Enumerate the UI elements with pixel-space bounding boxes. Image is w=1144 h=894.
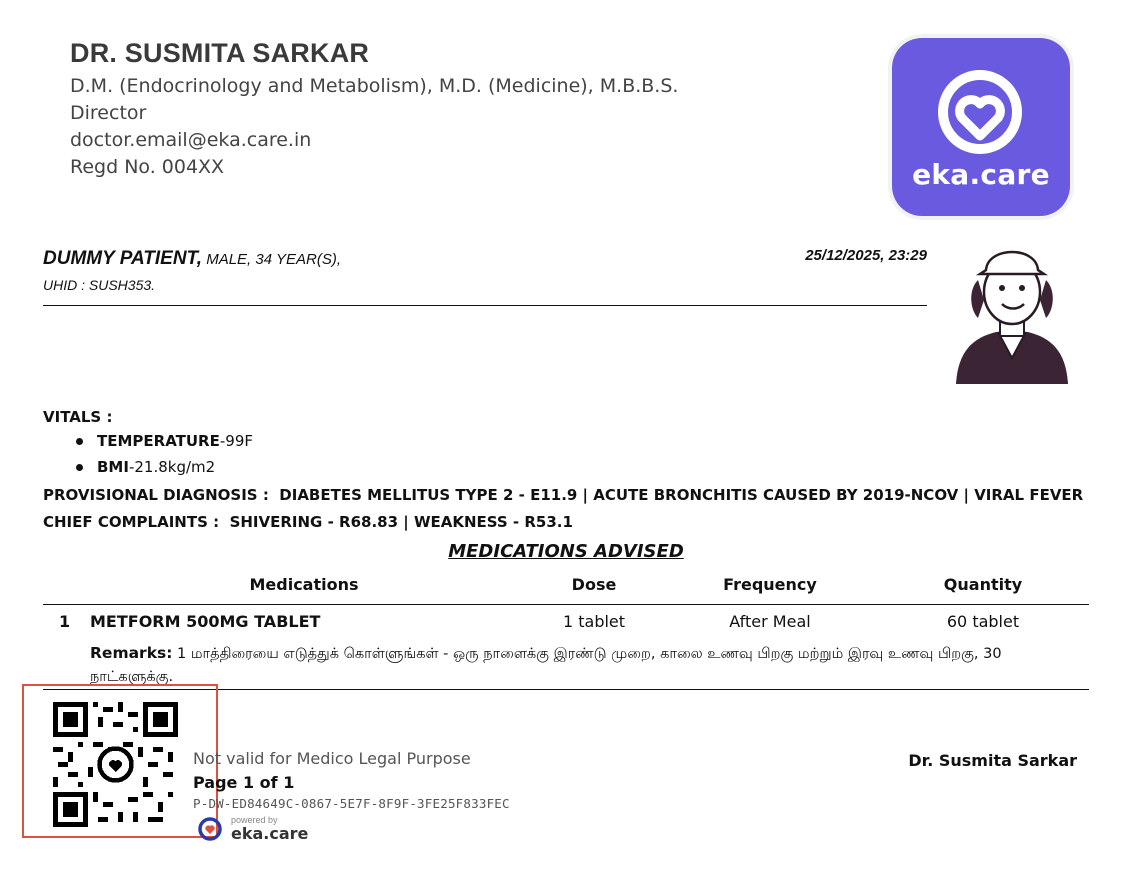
bullet [76,464,83,471]
eka-care-logo [892,38,1070,216]
vital-value: -21.8kg/m2 [128,458,216,476]
med-quantity: 60 tablet [946,612,1020,631]
powered-by-label: powered by [231,815,278,825]
qr-code[interactable] [53,702,178,827]
divider [43,305,927,306]
patient-info [43,248,341,270]
vitals-label: VITALS : [43,408,113,426]
remarks-text: 1 மாத்திரையை எடுத்துக் கொள்ளுங்கள் - ஒரு நாளைக்கு இரண்டு முறை, காலை உணவு பிறகு மற்றும் இரவு உணவு பிறகு, 30 நாட்களுக்கு. [90,646,1002,685]
medications-title: MEDICATIONS ADVISED [448,541,684,562]
doctor-qualifications: D.M. (Endocrinology and Metabolism), M.D. (Medicine), M.B.B.S. [70,75,679,97]
legal-note: Not valid for Medico Legal Purpose [193,749,471,768]
med-frequency: After Meal [729,612,811,631]
prescription-id: P-DW-ED84649C-0867-5E7F-8F9F-3FE25F833FEC [193,796,510,811]
vital-bmi [97,458,215,476]
doctor-name: DR. SUSMITA SARKAR [70,38,370,68]
header-dose: Dose [571,575,617,594]
med-remarks [90,642,1050,689]
patient-avatar [948,240,1076,386]
patient-details: MALE, 34 YEAR(S), [202,251,341,268]
doctor-designation: Director [70,102,147,124]
doctor-email: doctor.email@eka.care.in [70,129,312,151]
vital-temperature [97,432,253,450]
doctor-signature-name: Dr. Susmita Sarkar [908,751,1077,770]
page-number: Page 1 of 1 [193,773,295,792]
header-medications: Medications [249,575,359,594]
header-frequency: Frequency [723,575,817,594]
vital-name: TEMPERATURE [97,432,220,450]
patient-uhid: UHID : SUSH353. [43,277,156,293]
chief-complaints [43,513,573,531]
header-quantity: Quantity [943,575,1023,594]
provisional-diagnosis [43,486,1083,504]
med-dose: 1 tablet [562,612,626,631]
vital-name: BMI [97,458,129,476]
logo-text: eka.care [912,158,1050,191]
bullet [76,438,83,445]
complaints-text: SHIVERING - R68.83 | WEAKNESS - R53.1 [229,513,573,531]
med-number: 1 [59,612,71,631]
prescription-datetime: 25/12/2025, 23:29 [805,247,927,264]
footer-brand: eka.care [231,824,309,843]
vital-value: -99F [219,432,253,450]
patient-name: DUMMY PATIENT, [43,248,203,269]
remarks-label: Remarks: [90,644,173,662]
eka-mark-icon [196,815,224,843]
med-name: METFORM 500MG TABLET [90,612,321,631]
doctor-registration: Regd No. 004XX [70,156,225,178]
complaints-label: CHIEF COMPLAINTS : [43,513,220,531]
diagnosis-label: PROVISIONAL DIAGNOSIS : [43,486,269,504]
diagnosis-text: DIABETES MELLITUS TYPE 2 - E11.9 | ACUTE BRONCHITIS CAUSED BY 2019-NCOV | VIRAL FEVER [279,486,1084,504]
table-divider [43,604,1089,605]
